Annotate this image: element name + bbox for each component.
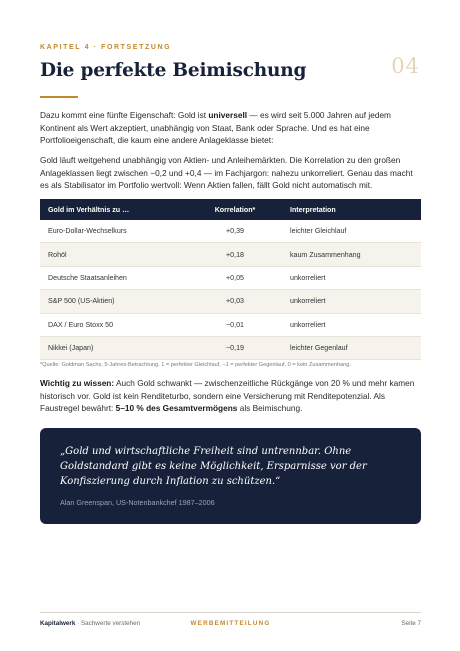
cell-asset: Rohöl (48, 250, 67, 259)
note-paragraph (40, 377, 422, 415)
cell-asset: Nikkei (Japan) (48, 344, 94, 353)
cell-correlation: −0,19 (226, 344, 244, 353)
footer-page-number: Seite 7 (401, 620, 421, 627)
chapter-number: 04 (391, 54, 420, 78)
table-source-note: *Quelle: Goldman Sachs, 5-Jahres-Betrachtung. 1 = perfekter Gleichlauf, −1 = perfekter Gegenlauf, 0 = kein Zusammenhang. (40, 362, 351, 368)
note-emphasis: 5–10 % des Gesamtvermögens (115, 403, 238, 413)
header-interpretation: Interpretation (290, 205, 336, 214)
cell-correlation: +0,18 (226, 250, 244, 259)
cell-correlation: −0,01 (226, 320, 244, 329)
quote-text: „Gold und wirtschaftliche Freiheit sind untrennbar. Ohne Goldstandard gibt es keine Möglichkeit, Ersparnisse vor der Konfiszierung durch Inflation zu schützen.“ (60, 446, 367, 487)
cell-interpretation: kaum Zusammenhang (290, 250, 361, 259)
cell-asset: S&P 500 (US-Aktien) (48, 297, 115, 306)
quote-author: Alan Greenspan, US-Notenbankchef 1987–2006 (60, 498, 215, 507)
footer-divider (40, 612, 421, 613)
cell-asset: Euro-Dollar-Wechselkurs (48, 227, 127, 236)
header-correlation: Korrelation* (214, 205, 256, 214)
footer-label: WERBEMITTEILUNG (190, 620, 271, 627)
footer-brand: Kapitalwerk (40, 620, 76, 627)
cell-correlation: +0,39 (226, 227, 244, 236)
intro-text: Dazu kommt eine fünfte Eigenschaft: Gold ist (40, 110, 209, 120)
table-row (40, 314, 421, 337)
intro-text: — es wird seit 5.000 Jahren auf jedem Kontinent als Wert akzeptiert, unabhängig von Staat, Bank oder Sprache. Und es hat eine Portfolioeigenschaft, die kaum eine andere Anlageklasse bietet: (40, 110, 391, 145)
header-asset: Gold im Verhältnis zu … (48, 205, 130, 214)
cell-interpretation: leichter Gegenlauf (290, 344, 348, 353)
table-row (40, 337, 421, 360)
cell-interpretation: unkorreliert (290, 297, 326, 306)
page-title: Die perfekte Beimischung (40, 60, 307, 81)
footer-tagline: · Sachwerte verstehen (75, 620, 141, 627)
note-text: als Beimischung. (237, 403, 303, 413)
table-row (40, 220, 421, 243)
intro-paragraph-1 (40, 109, 422, 147)
table-row (40, 267, 421, 290)
correlation-table (40, 199, 421, 360)
cell-interpretation: unkorreliert (290, 320, 326, 329)
note-lead: Wichtig zu wissen: (40, 378, 115, 388)
quote-box (40, 428, 421, 524)
table-row (40, 290, 421, 313)
cell-asset: DAX / Euro Stoxx 50 (48, 320, 114, 329)
chapter-kicker: KAPITEL 4 · FORTSETZUNG (40, 44, 172, 51)
note-text: Auch Gold schwankt — zwischenzeitliche Rückgänge von 20 % und mehr kamen historisch vor. Gold ist kein Renditeturbo, sondern eine Versicherung mit Renditepotenzial. Als Faustregel bewährt: (40, 378, 415, 413)
cell-correlation: +0,05 (226, 273, 244, 282)
cell-correlation: +0,03 (226, 297, 244, 306)
cell-asset: Deutsche Staatsanleihen (48, 273, 127, 282)
intro-paragraph-2: Gold läuft weitgehend unabhängig von Aktien- und Anleihemärkten. Die Korrelation zu den großen Anlageklassen liegt zwischen −0,2 und +0,4 — im Fachjargon: nahezu unkorreliert. Genau das macht es als Stabilisator im Portfolio wertvoll: Wenn Aktien fallen, fällt Gold nicht automatisch mit. (40, 155, 413, 190)
table-row (40, 243, 421, 266)
cell-interpretation: unkorreliert (290, 273, 326, 282)
table-header (40, 199, 421, 220)
title-underline (40, 96, 78, 98)
cell-interpretation: leichter Gleichlauf (290, 227, 347, 236)
intro-emphasis: universell (208, 110, 248, 120)
page-footer (40, 620, 421, 627)
